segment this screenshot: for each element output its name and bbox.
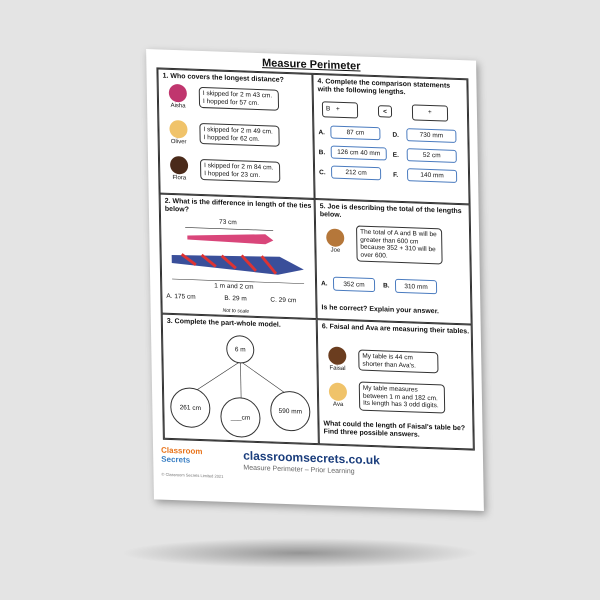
faisal-name: Faisal <box>329 365 346 373</box>
compare-left-letter: B <box>325 105 331 113</box>
ava-speech: My table measures between 1 m and 182 cm. Its length has 3 odd digits. <box>359 382 445 414</box>
sheet-shadow <box>120 538 480 568</box>
option-a: A. 175 cm <box>166 292 196 301</box>
question-5-cell <box>315 199 472 325</box>
question-6-followup: What could the length of Faisal's table be? Find three possible answers. <box>323 420 466 439</box>
option-c: C. 29 cm <box>270 296 297 305</box>
question-5-text: 5. Joe is describing the total of the lengths below. <box>319 203 462 219</box>
question-2-text: 2. What is the difference in length of the ties below? <box>164 197 312 214</box>
option-b: B. 29 m <box>224 294 247 303</box>
joe-speech: The total of A and B will be greater than 600 cm because 352 + 310 will be over 600. <box>356 225 443 264</box>
item-b-label: B. <box>318 149 326 157</box>
compare-sign-box <box>378 105 392 117</box>
item-d-box: 730 mm <box>406 128 456 143</box>
item-c-box: 212 cm <box>331 166 381 181</box>
flora-avatar <box>170 156 188 175</box>
compare-right-box <box>412 104 448 121</box>
compare-right-plus: + <box>427 108 432 117</box>
flora-speech: I skipped for 2 m 84 cm. I hopped for 23 cm. <box>200 159 280 183</box>
question-5-followup: Is he correct? Explain your answer. <box>321 304 440 316</box>
classroom-secrets-logo <box>161 446 213 470</box>
aisha-name: Aisha <box>170 102 186 110</box>
question-4-text: 4. Complete the comparison statements with the following lengths. <box>317 78 451 97</box>
question-2-cell <box>160 194 317 320</box>
item-f-label: F. <box>393 171 399 179</box>
item-a-label: A. <box>318 129 325 137</box>
part-3-circle: 590 mm <box>270 390 311 431</box>
site-url: classroomsecrets.co.uk <box>242 448 380 468</box>
oliver-name: Oliver <box>170 138 187 146</box>
oliver-speech: I skipped for 2 m 49 cm. I hopped for 62 cm. <box>199 123 279 147</box>
scale-note: Not to scale <box>222 307 250 315</box>
question-3-cell <box>162 314 319 445</box>
aisha-avatar <box>169 84 187 103</box>
length-b-label: B. <box>382 282 390 290</box>
tie-1-measure: 73 cm <box>219 218 237 227</box>
tie-2-measure: 1 m and 2 cm <box>214 282 254 291</box>
part-2-circle[interactable]: ___cm <box>220 397 261 438</box>
logo-line-1: Classroom <box>161 445 203 457</box>
question-4-cell <box>312 74 469 205</box>
joe-name: Joe <box>330 247 341 254</box>
question-3-text: 3. Complete the part-whole model. <box>166 317 281 329</box>
copyright: © Classroom Secrets Limited 2021 <box>161 471 224 479</box>
part-1-circle: 261 cm <box>170 387 211 428</box>
question-6-cell <box>317 319 474 450</box>
worksheet <box>146 49 484 511</box>
joe-avatar <box>326 228 344 247</box>
faisal-speech: My table is 44 cm shorter than Ava's. <box>358 350 438 374</box>
item-d-label: D. <box>392 131 399 139</box>
question-grid <box>156 67 474 450</box>
question-6-text: 6. Faisal and Ava are measuring their tables. <box>321 323 470 336</box>
logo-line-2: Secrets <box>161 454 191 465</box>
item-f-box: 140 mm <box>407 168 457 183</box>
compare-left-plus: + <box>335 105 340 113</box>
ava-avatar <box>329 382 347 401</box>
ava-name: Ava <box>332 401 344 409</box>
question-1-cell <box>157 68 314 199</box>
compare-sign: < <box>383 108 387 116</box>
question-1-text: 1. Who covers the longest distance? <box>162 72 284 84</box>
length-a-box: 352 cm <box>333 277 375 292</box>
item-e-box: 52 cm <box>407 148 457 163</box>
worksheet-title: Measure Perimeter <box>261 57 361 73</box>
flora-name: Flora <box>172 175 187 182</box>
whole-circle: 6 m <box>226 335 254 364</box>
item-a-box: 87 cm <box>330 126 380 141</box>
length-b-box: 310 mm <box>395 279 437 294</box>
length-a-label: A. <box>320 280 328 288</box>
short-tie <box>187 232 273 245</box>
aisha-speech: I skipped for 2 m 43 cm. I hopped for 57 cm. <box>199 87 279 111</box>
item-b-box: 126 cm 40 mm <box>331 146 387 161</box>
item-c-label: C. <box>319 169 326 177</box>
item-e-label: E. <box>392 151 399 159</box>
compare-left-box <box>322 101 358 118</box>
faisal-avatar <box>328 346 346 365</box>
oliver-avatar <box>169 120 187 139</box>
long-tie <box>172 253 304 276</box>
worksheet-subtitle: Measure Perimeter – Prior Learning <box>243 464 355 476</box>
